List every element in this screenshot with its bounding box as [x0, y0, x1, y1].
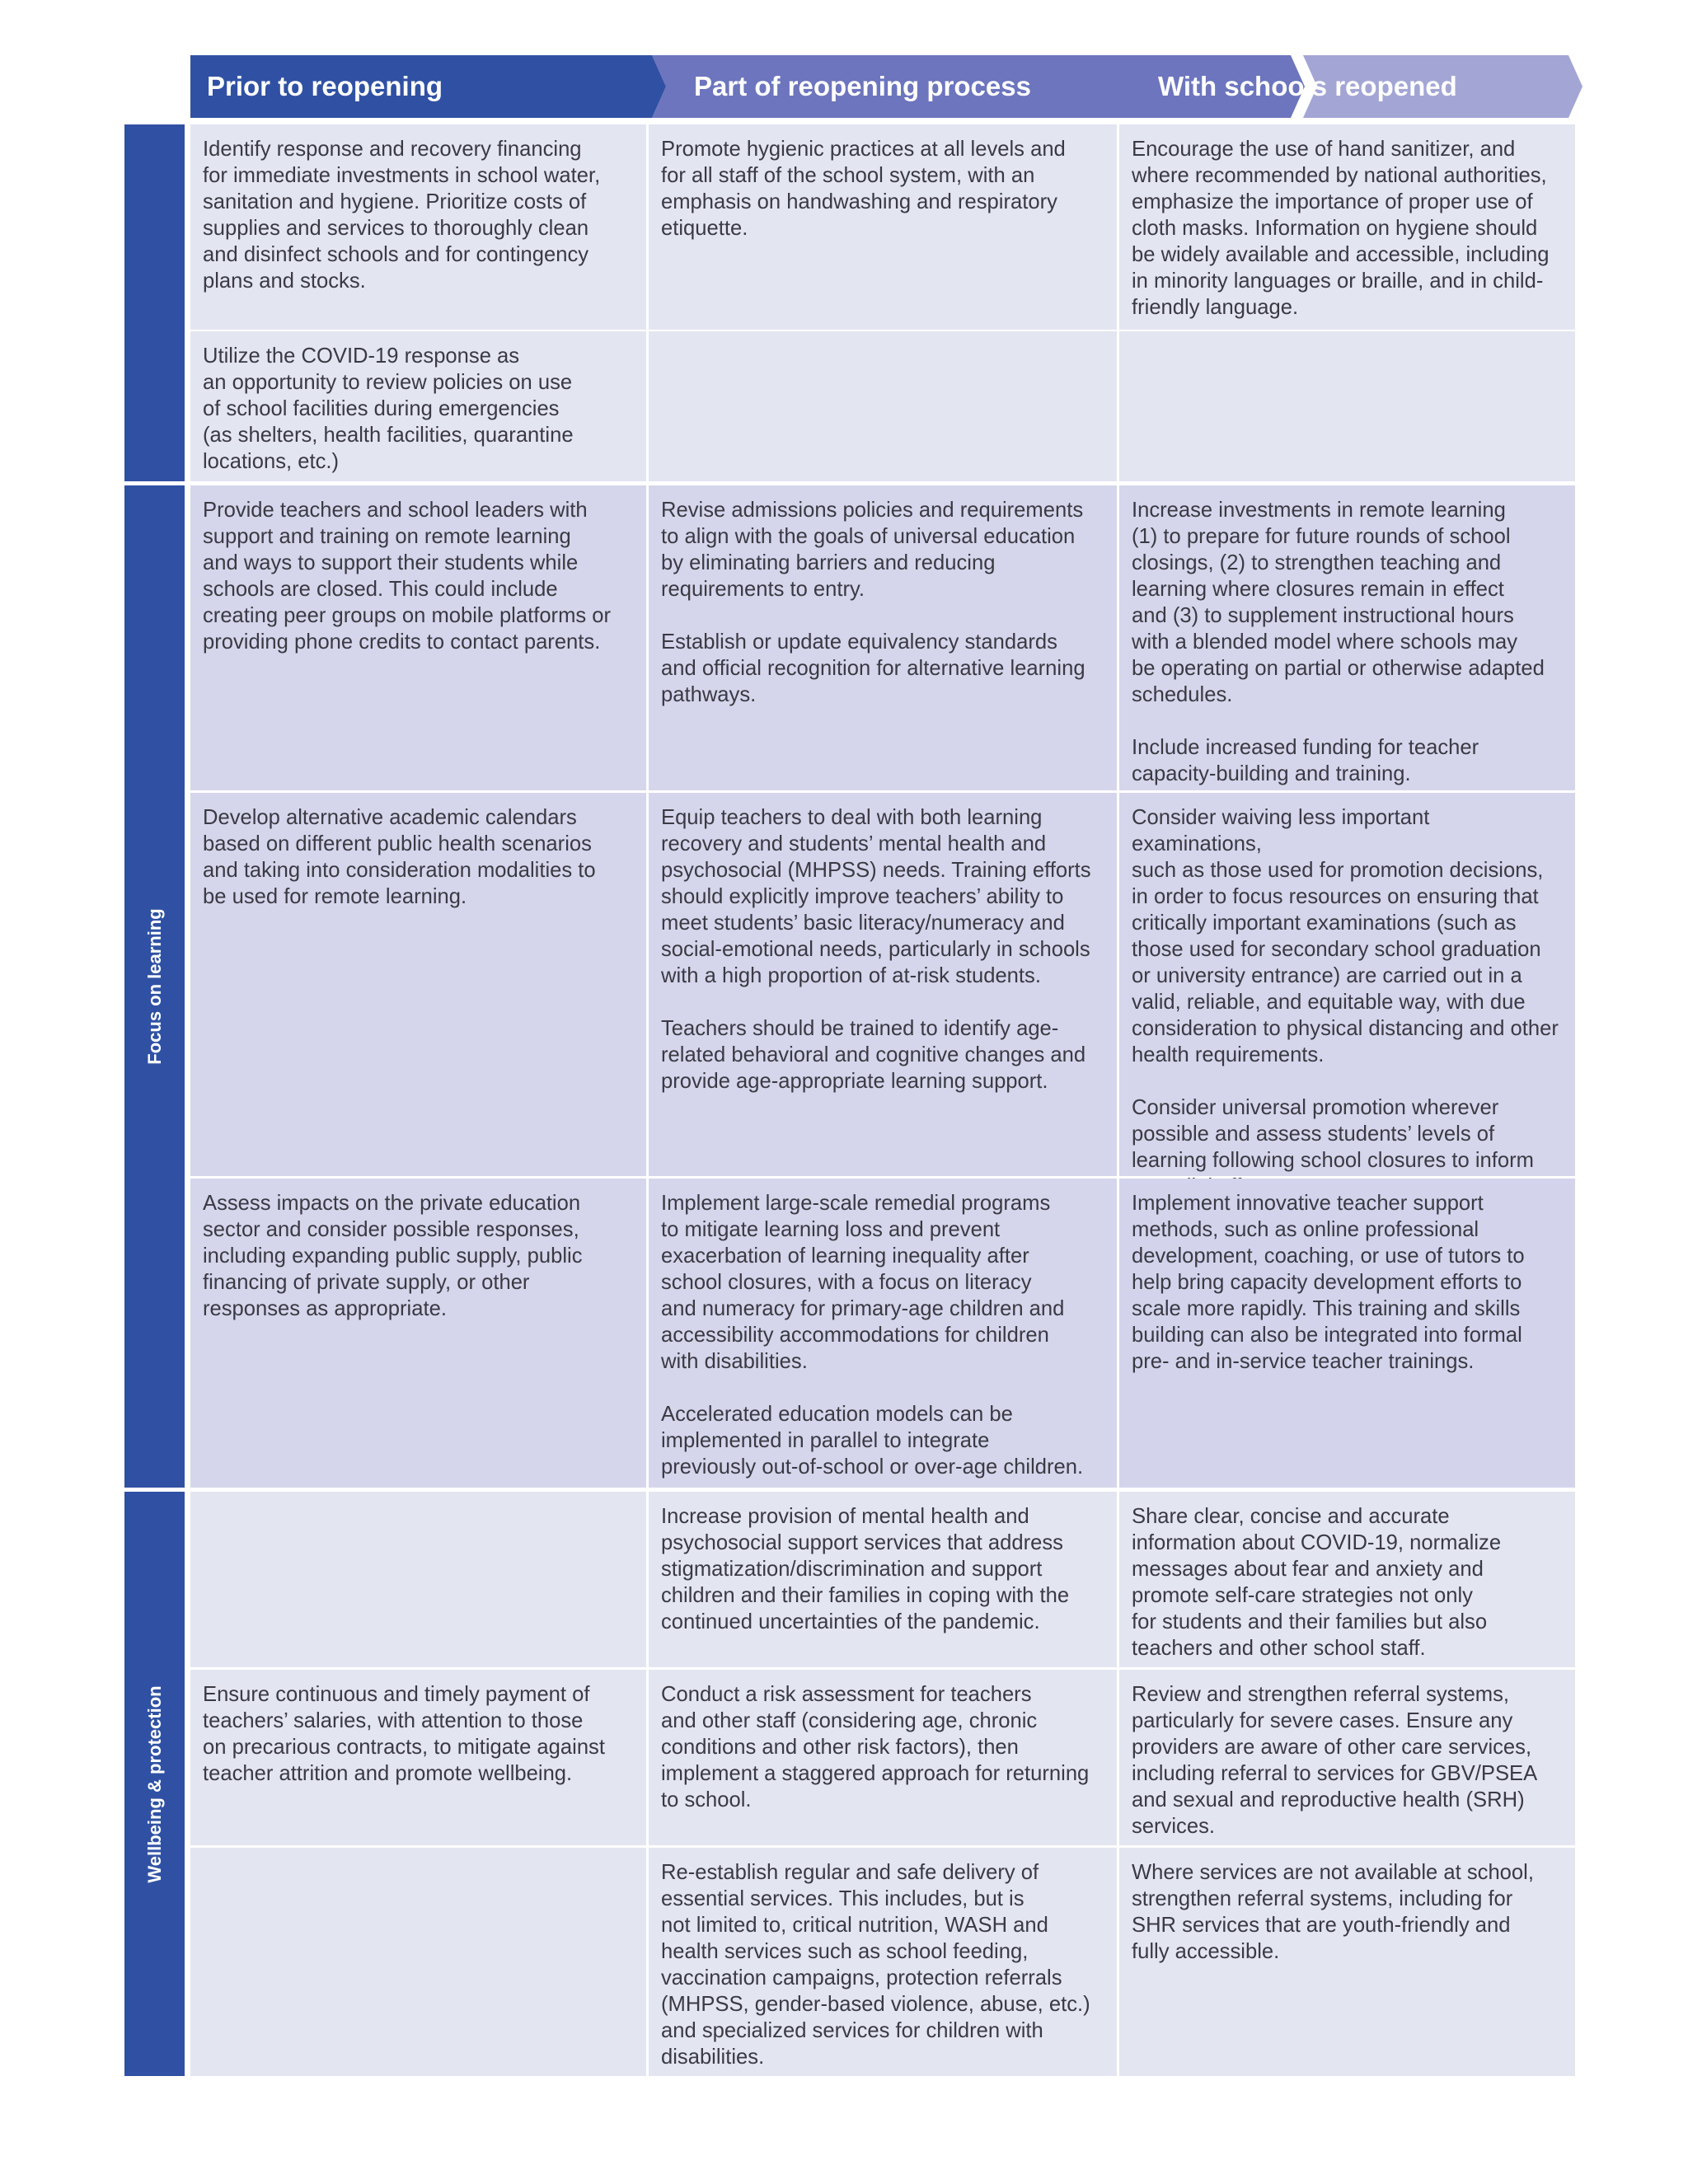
section-label-wellbeing: Wellbeing & protection	[143, 1685, 165, 1883]
table-cell	[190, 1492, 646, 1667]
table-cell: Where services are not available at school, strengthen referral systems, including for SHR services that are youth-friendly and fully accessible.	[1119, 1848, 1575, 2076]
table-cell: Develop alternative academic calendars based on different public health scenarios and taking into consideration modalities to be used for remote learning.	[190, 793, 646, 1176]
table-cell: Equip teachers to deal with both learning recovery and students’ mental health and psychosocial (MHPSS) needs. Training efforts should explicitly improve teachers’ ability to meet students’ basic literacy/numeracy and social-emotional needs, particularly in schools with a high proportion of at-risk students. Teachers should be trained to identify age- related behavioral and cognitive changes and provide age-appropriate learning support.	[649, 793, 1117, 1176]
column-header-part-of: Part of reopening process	[694, 71, 1031, 101]
table-cell: Re-establish regular and safe delivery of essential services. This includes, but is not limited to, critical nutrition, WASH and health services such as school feeding, vaccination campaigns, protection referrals (MHPSS, gender-based violence, abuse, etc.) and specialized services for children with disabilities.	[649, 1848, 1117, 2076]
table-cell: Increase provision of mental health and psychosocial support services that address stigmatization/discrimination and support children and their families in coping with the continued uncertainties of the pandemic.	[649, 1492, 1117, 1667]
section-label-learning: Focus on learning	[143, 908, 165, 1065]
section-band-hygiene	[124, 124, 185, 481]
table-cell: Revise admissions policies and requirements to align with the goals of universal education by eliminating barriers and reducing requirements to entry. Establish or update equivalency standards and official recognition for alternative learning pathways.	[649, 485, 1117, 790]
table-cell: Share clear, concise and accurate information about COVID-19, normalize messages about fear and anxiety and promote self-care strategies not only for students and their families but also teachers and other school staff.	[1119, 1492, 1575, 1667]
column-header-prior: Prior to reopening	[207, 71, 443, 101]
section-band-wellbeing	[124, 1492, 185, 2076]
table-cell: Implement large-scale remedial programs to mitigate learning loss and prevent exacerbation of learning inequality after school closures, with a focus on literacy and numeracy for primary-age children and accessibility accommodations for children with disabilities. Accelerated education models can be implemented in parallel to integrate previously out-of-school or over-age children.	[649, 1179, 1117, 1488]
table-cell: Utilize the COVID-19 response as an opportunity to review policies on use of school facilities during emergencies (as shelters, health facilities, quarantine locations, etc.)	[190, 331, 646, 481]
table-cell: Assess impacts on the private education sector and consider possible responses, including expanding public supply, public financing of private supply, or other responses as appropriate.	[190, 1179, 646, 1488]
column-header-with-schools: With schools reopened	[1158, 71, 1457, 101]
table-cell: Implement innovative teacher support methods, such as online professional development, coaching, or use of tutors to help bring capacity development efforts to scale more rapidly. This training and skills building can also be integrated into formal pre- and in-service teacher trainings.	[1119, 1179, 1575, 1488]
table-cell: Conduct a risk assessment for teachers and other staff (considering age, chronic conditions and other risk factors), then implement a staggered approach for returning to school.	[649, 1670, 1117, 1845]
table-cell: Encourage the use of hand sanitizer, and where recommended by national authorities, emphasize the importance of proper use of cloth masks. Information on hygiene should be widely available and accessible, including in minority languages or braille, and in child- friendly language.	[1119, 124, 1575, 330]
table-cell: Identify response and recovery financing for immediate investments in school water, sanitation and hygiene. Prioritize costs of supplies and services to thoroughly clean and disinfect schools and for contingency plans and stocks.	[190, 124, 646, 330]
table-cell	[649, 331, 1117, 481]
section-band-learning	[124, 485, 185, 1488]
table-cell: Review and strengthen referral systems, particularly for severe cases. Ensure any providers are aware of other care services, including referral to services for GBV/PSEA and sexual and reproductive health (SRH) services.	[1119, 1670, 1575, 1845]
table-cell: Consider waiving less important examinations, such as those used for promotion decisions, in order to focus resources on ensuring that critically important examinations (such as those used for secondary school graduation or university entrance) are carried out in a valid, reliable, and equitable way, with due consideration to physical distancing and other health requirements. Consider universal promotion wherever possible and assess students’ levels of learning following school closures to inform	[1119, 793, 1575, 1176]
table-cell: Promote hygienic practices at all levels and for all staff of the school system, with an emphasis on handwashing and respiratory etiquette.	[649, 124, 1117, 330]
table-cell: Provide teachers and school leaders with support and training on remote learning and ways to support their students while schools are closed. This could include creating peer groups on mobile platforms or providing phone credits to contact parents.	[190, 485, 646, 790]
column-header-bar	[190, 55, 1582, 118]
table-cell: Increase investments in remote learning (1) to prepare for future rounds of school closings, (2) to strengthen teaching and learning where closures remain in effect and (3) to supplement instructional hours with a blended model where schools may be operating on partial or otherwise adapted schedules. Include increased funding for teacher capacity-building and training.	[1119, 485, 1575, 790]
table-cell	[190, 1848, 646, 2076]
table-cell: Ensure continuous and timely payment of teachers’ salaries, with attention to those on precarious contracts, to mitigate against teacher attrition and promote wellbeing.	[190, 1670, 646, 1845]
table-cell	[1119, 331, 1575, 481]
